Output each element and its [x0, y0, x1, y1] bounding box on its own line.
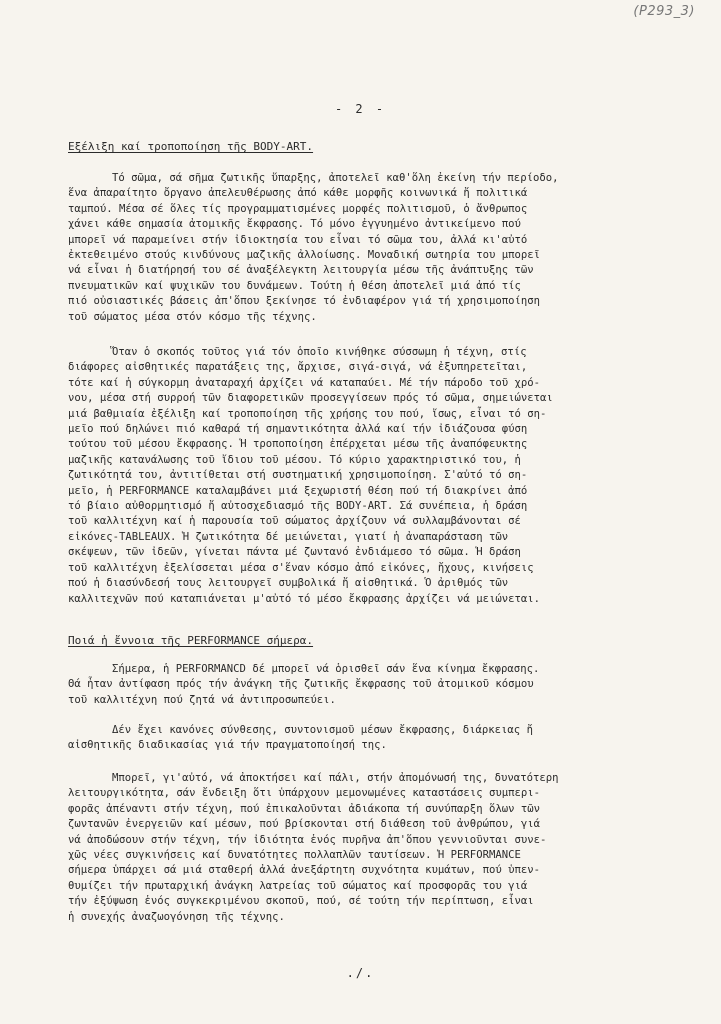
- section-heading-body-art: Εξέλιξη καί τροποποίηση τῆς BODY-ART.: [68, 140, 314, 153]
- text-line: φορᾶς ἀπέναντι στήν τέχνη, πού ἐπικαλοῦνται ἀδιάκοπα τή συνύπαρξη ὅλων τῶν: [68, 802, 540, 815]
- text-line: νά ἀποδώσουν στήν τέχνη, τήν ἰδιότητα ἑνός πυρῆνα ἀπ'ὅπου γεννιοῦνται συνε-: [68, 833, 547, 846]
- text-line: αἰσθητικῆς διαδικασίας γιά τήν πραγματοποίησή της.: [68, 739, 387, 752]
- text-line: Μπορεῖ, γι'αὐτό, νά ἀποκτήσει καί πάλι, στήν ἀπομόνωσή της, δυνατότερη: [112, 772, 559, 784]
- text-line: Ὅταν ὁ σκοπός τοῦτος γιά τόν ὁποῖο κινήθηκε σύσσωμη ἡ τέχνη, στίς: [112, 346, 527, 358]
- text-line: πιό οὐσιαστικές βάσεις ἀπ'ὅπου ξεκίνησε τό ἐνδιαφέρον γιά τή χρησιμοποίηση: [68, 295, 540, 308]
- text-line: Θά ἦταν ἀντίφαση πρός τήν ἀνάγκη τῆς ζωτικῆς ἔκφρασης τοῦ ἀτομικοῦ κόσμου: [68, 678, 534, 691]
- text-line: πού ἡ διασύνδεσή τους λειτουργεῖ συμβολικά ἤ αἰσθητικά. Ὁ ἀριθμός τῶν: [68, 577, 509, 590]
- paragraph-performance-1: [68, 662, 660, 708]
- text-line: ζωντανῶν ἐνεργειῶν καί μέσων, πού βρίσκονται στή διάθεση τοῦ ἀνθρώπου, γιά: [68, 818, 540, 831]
- text-line: ταμπού. Μέσα σέ ὅλες τίς προγραμματισμένες μορφές πολιτισμοῦ, ὁ ἄνθρωπος: [68, 202, 528, 215]
- text-line: τοῦ καλλιτέχνη ἐξελίσσεται μέσα σ'ἕναν κόσμο ἀπό εἰκόνες, ἤχους, κινήσεις: [68, 561, 534, 574]
- text-line: καλλιτεχνῶν πού καταπιάνεται μ'αὐτό τό μέσο ἔκφρασης ἀρχίζει νά μειώνεται.: [68, 592, 540, 605]
- text-line: Δέν ἔχει κανόνες σύνθεσης, συντονισμοῦ μέσων ἔκφρασης, διάρκειας ἤ: [112, 724, 533, 736]
- text-line: διάφορες αἰσθητικές παρατάξεις της, ἄρχισε, σιγά-σιγά, νά ἐξυπηρετεῖται,: [68, 361, 528, 374]
- text-line: Σήμερα, ἡ PERFORMANCD δέ μπορεῖ νά ὁρισθεῖ σάν ἕνα κίνημα ἔκφρασης.: [112, 663, 540, 675]
- continuation-mark: ./.: [346, 966, 375, 980]
- paragraph-performance-2: [68, 723, 660, 754]
- paragraph-body-art-1: [68, 171, 660, 325]
- text-line: τοῦ καλλιτέχνη πού ζητά νά ἀντιπροσωπεύει.: [68, 693, 336, 706]
- text-line: μεῖο πού δηλώνει πιό καθαρά τή σημαντικότητα ἀλλά καί τήν ἰδιάζουσα φύση: [68, 423, 528, 436]
- text-line: νά εἶναι ἡ διατήρησή του σέ ἀναξέλεγκτη λειτουργία μέσω τῆς ἀνάπτυξης τῶν: [68, 264, 534, 277]
- text-line: ζωτικότητά του, ἀντιτίθεται στή συστηματική χρησιμοποίηση. Σ'αὐτό τό ση-: [68, 469, 528, 482]
- text-line: μπορεῖ νά παραμείνει στήν ἰδιοκτησία του εἶναι τό σῶμα του, ἀλλά κι'αὐτό: [68, 233, 528, 246]
- paragraph-performance-3: [68, 771, 660, 925]
- text-line: σήμερα ὑπάρχει σά μιά σταθερή ἀλλά ἀνεξάρτητη συχνότητα κυμάτων, πού ὑπεν-: [68, 864, 540, 877]
- text-line: εἰκόνες-TABLEAUX. Ἡ ζωτικότητα δέ μειώνεται, γιατί ἡ ἀναπαράσταση τῶν: [68, 530, 509, 543]
- text-line: χάνει κάθε σημασία ἀτομικῆς ἔκφρασης. Τό μόνο ἐγγυημένο ἀντικείμενο πού: [68, 218, 521, 231]
- text-line: τό βίαιο αὐθορμητισμό ἤ αὐτοσχεδιασμό τῆς BODY-ART. Σά συνέπεια, ἡ δράση: [68, 500, 528, 513]
- section-heading-performance: Ποιά ἡ ἔννοια τῆς PERFORMANCE σήμερα.: [68, 634, 314, 647]
- paragraph-body-art-2: [68, 345, 660, 607]
- text-line: ἡ συνεχής ἀναζωογόνηση τῆς τέχνης.: [68, 910, 285, 923]
- text-line: θυμίζει τήν πρωταρχική ἀνάγκη λατρείας τοῦ σώματος καί προσφορᾶς του γιά: [68, 879, 528, 892]
- text-line: σκέψεων, τῶν ἰδεῶν, γίνεται πάντα μέ ζωντανό ἐνδιάμεσο τό σῶμα. Ἡ δράση: [68, 546, 521, 559]
- text-line: νου, μέσα στή συρροή τῶν διαφορετικῶν προσεγγίσεων πρός τό σῶμα, σημειώνεται: [68, 392, 553, 405]
- page-number: - 2 -: [334, 102, 387, 116]
- text-line: ἕνα ἀπαραίτητο ὄργανο ἀπελευθέρωσης ἀπό κάθε μορφῆς κοινωνικά ἤ πολιτικά: [68, 187, 528, 200]
- text-line: Τό σῶμα, σά σῆμα ζωτικῆς ὕπαρξης, ἀποτελεῖ καθ'ὅλη ἐκείνη τήν περίοδο,: [112, 172, 559, 184]
- text-line: πνευματικῶν καί ψυχικῶν του δυνάμεων. Τούτη ἡ θέση ἀποτελεῖ μιά ἀπό τίς: [68, 279, 521, 292]
- text-line: μεῖο, ἡ PERFORMANCE καταλαμβάνει μιά ξεχωριστή θέση πού τή διακρίνει ἀπό: [68, 484, 528, 497]
- archive-annotation: (P293_3): [633, 4, 695, 19]
- text-line: μιά βαθμιαία ἐξέλιξη καί τροποποίηση τῆς χρήσης του πού, ἴσως, εἶναι τό ση-: [68, 407, 547, 420]
- text-line: χῶς νέες συγκινήσεις καί δυνατότητες πολλαπλῶν ταυτίσεων. Ἡ PERFORMANCE: [68, 849, 521, 862]
- text-line: μαζικῆς κατανάλωσης τοῦ ἴδιου τοῦ μέσου. Τό κύριο χαρακτηριστικό του, ἡ: [68, 453, 521, 466]
- text-line: ἐκτεθειμένο στούς κινδύνους μαζικῆς ἀλλοίωσης. Μοναδική σωτηρία του μπορεῖ: [68, 249, 540, 262]
- text-line: τήν ἐξύψωση ἑνός συγκεκριμένου σκοποῦ, πού, σέ τούτη τήν περίπτωση, εἶναι: [68, 895, 534, 908]
- text-line: λειτουργικότητα, σάν ἔνδειξη ὅτι ὑπάρχουν μεμονωμένες καταστάσεις συμπερι-: [68, 787, 540, 800]
- text-line: τοῦ σώματος μέσα στόν κόσμο τῆς τέχνης.: [68, 310, 317, 323]
- text-line: τοῦ καλλιτέχνη καί ἡ παρουσία τοῦ σώματος ἀρχίζουν νά συλλαμβάνονται σέ: [68, 515, 521, 528]
- text-line: τούτου τοῦ μέσου ἔκφρασης. Ἡ τροποποίηση ἐπέρχεται μέσω τῆς ἀναπόφευκτης: [68, 438, 528, 451]
- text-line: τότε καί ἡ σύγκορμη ἀναταραχή ἀρχίζει νά καταπαύει. Μέ τήν πάροδο τοῦ χρό-: [68, 376, 540, 389]
